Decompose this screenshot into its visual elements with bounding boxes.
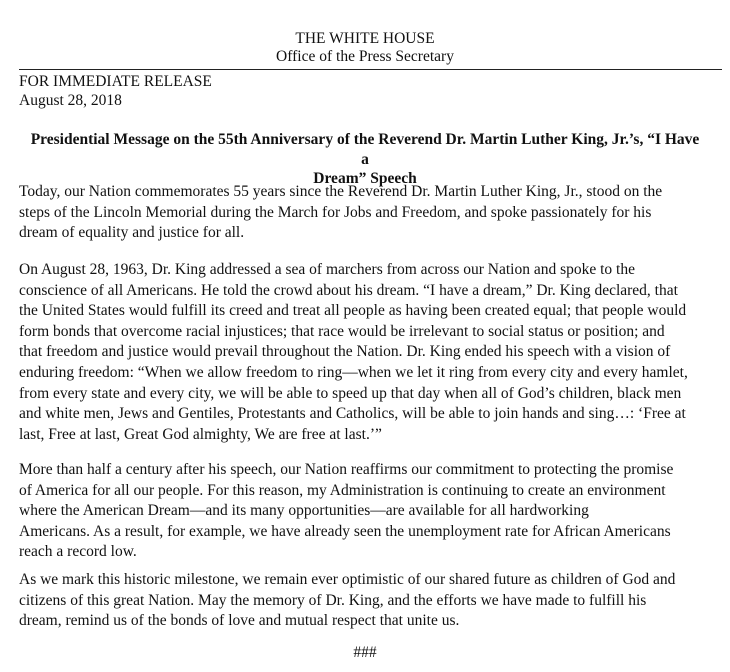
- paragraph-3: [19, 460, 724, 563]
- release-date: August 28, 2018: [19, 92, 122, 109]
- paragraph-line: and white men, Jews and Gentiles, Protestants and Catholics, will be able to join hands and sing…: ‘Free at: [19, 405, 686, 423]
- paragraph-line: where the American Dream—and its many opportunities—are available for all hardworking: [19, 502, 589, 520]
- paragraph-line: conscience of all Americans. He told the crowd about his dream. “I have a dream,” Dr. King declared, that: [19, 281, 678, 299]
- release-info: [19, 72, 212, 110]
- paragraph-line: that freedom and justice would prevail throughout the Nation. Dr. King ended his speech with a vision of: [19, 343, 671, 361]
- paragraph-line: Americans. As a result, for example, we have already seen the unemployment rate for African Americans: [19, 522, 671, 540]
- paragraph-line: As we mark this historic milestone, we remain ever optimistic of our shared future as children of God and: [19, 571, 676, 588]
- paragraph-2: [19, 260, 724, 445]
- paragraph-line: citizens of this great Nation. May the memory of Dr. King, and the efforts we have made to fulfill his: [19, 591, 647, 609]
- document-title: [30, 130, 700, 189]
- header-press-office: Office of the Press Secretary: [276, 48, 454, 65]
- title-line-1: Presidential Message on the 55th Anniversary of the Reverend Dr. Martin Luther King, Jr.’s, “I Have a: [30, 131, 700, 168]
- paragraph-4: [19, 570, 724, 632]
- paragraph-line: dream, remind us of the bonds of love and mutual respect that unite us.: [19, 612, 460, 630]
- paragraph-line: On August 28, 1963, Dr. King addressed a sea of marchers from across our Nation and spoke to the: [19, 261, 635, 278]
- paragraph-line: Today, our Nation commemorates 55 years since the Reverend Dr. Martin Luther King, Jr., stood on the: [19, 183, 663, 200]
- paragraph-line: from every state and every city, we will be able to speed up that day when all of God’s children, black men: [19, 384, 682, 402]
- paragraph-line: reach a record low.: [19, 543, 137, 561]
- paragraph-line: last, Free at last, Great God almighty, We are free at last.’”: [19, 425, 382, 443]
- paragraph-line: form bonds that overcome racial injustices; that race would be irrelevant to social status or position; and: [19, 322, 665, 340]
- header-divider: [19, 69, 722, 70]
- paragraph-line: enduring freedom: “When we allow freedom to ring—when we let it ring from every city and every hamlet,: [19, 363, 688, 381]
- header-white-house: THE WHITE HOUSE: [295, 30, 435, 47]
- title-line-2: Dream” Speech: [313, 170, 417, 187]
- paragraph-1: [19, 182, 724, 244]
- end-mark: ###: [353, 644, 377, 661]
- release-label: FOR IMMEDIATE RELEASE: [19, 73, 212, 90]
- paragraph-line: the United States would fulfill its creed and treat all people as having been created equal; that people would: [19, 302, 687, 320]
- paragraph-line: dream of equality and justice for all.: [19, 224, 245, 242]
- paragraph-line: steps of the Lincoln Memorial during the March for Jobs and Freedom, and spoke passionately for his: [19, 203, 652, 221]
- paragraph-line: of America for all our people. For this reason, my Administration is continuing to create an environment: [19, 481, 666, 499]
- paragraph-line: More than half a century after his speech, our Nation reaffirms our commitment to protecting the promise: [19, 461, 674, 478]
